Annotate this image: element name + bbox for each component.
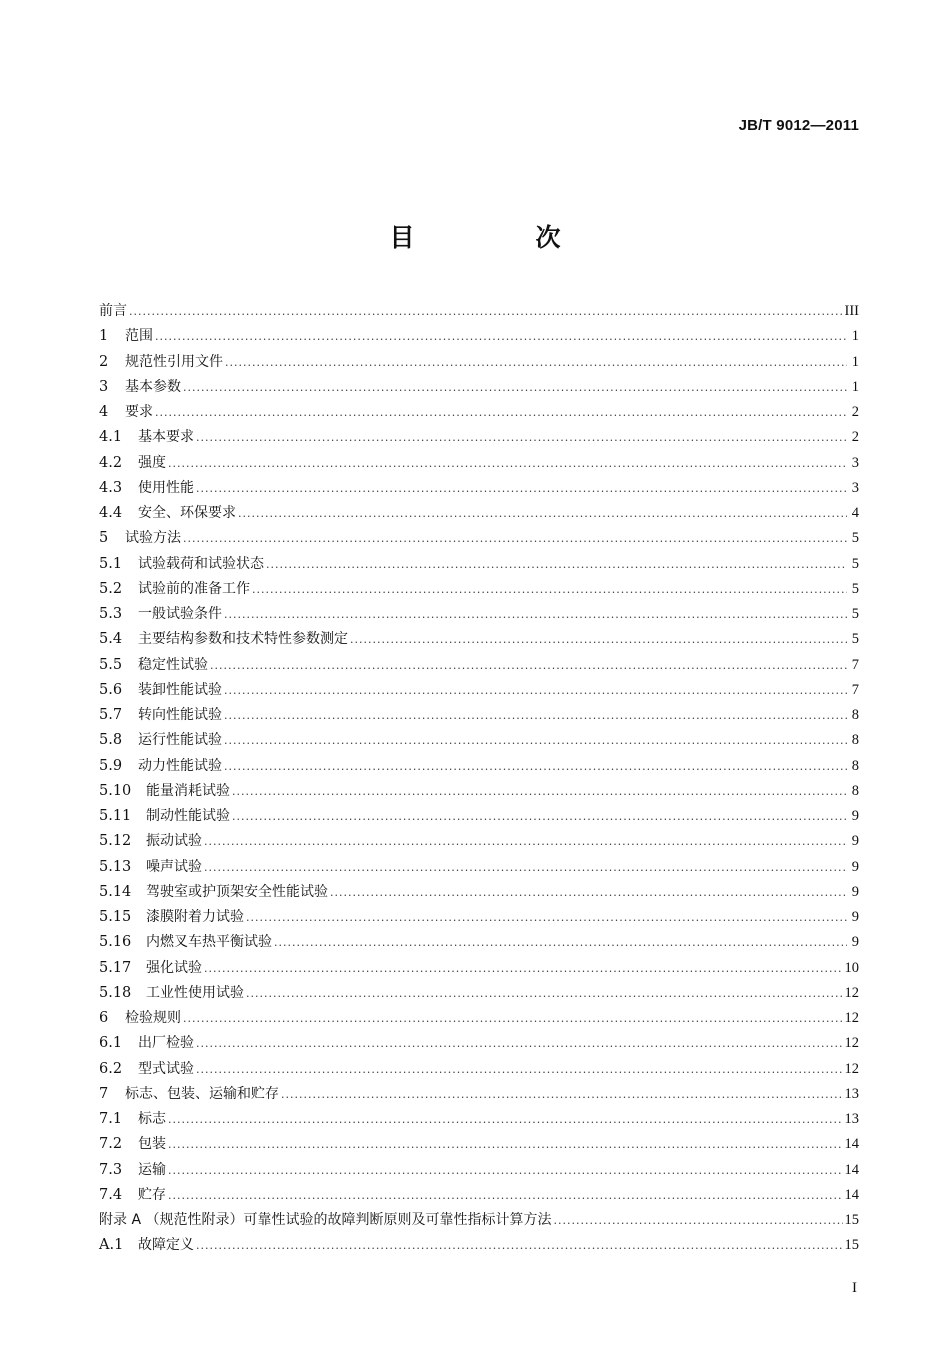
toc-entry-label: 试验载荷和试验状态 (138, 555, 264, 572)
toc-entry-number: 4.1 (99, 429, 123, 446)
toc-entry-page: 2 (851, 404, 859, 420)
toc-entry[interactable] (99, 400, 859, 425)
dot-leader (196, 476, 847, 501)
toc-entry[interactable] (99, 829, 859, 854)
toc-entry[interactable] (99, 1057, 859, 1082)
toc-entry-page: 15 (844, 1212, 859, 1228)
dot-leader (168, 1158, 843, 1183)
dot-leader (224, 602, 847, 627)
toc-entry[interactable] (99, 1107, 859, 1132)
toc-entry-page: 1 (851, 328, 859, 345)
toc-entry-number: 5.6 (99, 681, 123, 698)
toc-entry-number: 5.5 (99, 656, 123, 673)
toc-entry[interactable] (99, 552, 859, 577)
toc-entry-page: 1 (851, 353, 859, 370)
toc-entry-page: 9 (851, 808, 859, 824)
dot-leader (266, 552, 847, 577)
toc-entry-label: 检验规则 (125, 1010, 181, 1026)
toc-entry-label: 安全、环保要求 (138, 505, 236, 521)
toc-entry-page: 12 (844, 1035, 859, 1052)
toc-entry-number: 5.13 (99, 858, 132, 875)
toc-entry-number: 7.1 (99, 1111, 123, 1127)
toc-entry-number: 7.2 (99, 1136, 123, 1153)
toc-entry[interactable] (99, 324, 859, 349)
toc-entry[interactable] (99, 1006, 859, 1031)
toc-entry-page: 14 (844, 1161, 859, 1178)
toc-entry[interactable] (99, 425, 859, 450)
toc-entry-label: 故障定义 (138, 1237, 194, 1254)
toc-entry-label: 驾驶室或护顶架安全性能试验 (146, 883, 328, 900)
page-number: I (852, 1280, 857, 1296)
toc-entry-page: 9 (851, 883, 859, 900)
toc-entry-number: 6.2 (99, 1060, 123, 1077)
dot-leader (246, 981, 843, 1006)
toc-entry[interactable] (99, 1233, 859, 1258)
toc-entry-page: 10 (844, 959, 859, 976)
toc-entry-page: 9 (851, 909, 859, 925)
toc-entry-page: 12 (844, 1010, 859, 1026)
dot-leader (196, 1031, 843, 1056)
toc-entry-label: 标志 (138, 1111, 166, 1127)
toc-entry-page: 8 (851, 757, 859, 774)
toc-entry-number: 6.1 (99, 1035, 123, 1052)
toc-entry-label: 使用性能 (138, 479, 194, 496)
toc-entry[interactable] (99, 577, 859, 602)
dot-leader (196, 1233, 843, 1258)
toc-entry[interactable] (99, 905, 859, 930)
toc-entry-number: 7.3 (99, 1161, 123, 1178)
toc-entry-number: 7 (99, 1085, 109, 1102)
dot-leader (224, 703, 847, 728)
dot-leader (204, 829, 847, 854)
toc-entry-label: 噪声试验 (146, 858, 202, 875)
toc-entry[interactable] (99, 627, 859, 652)
toc-entry-number: 4.3 (99, 479, 123, 496)
toc-entry[interactable] (99, 930, 859, 955)
toc-entry-number: 4 (99, 404, 109, 420)
toc-entry-label: 运输 (138, 1161, 166, 1178)
toc-entry-label: 贮存 (138, 1186, 166, 1203)
toc-entry-label: 稳定性试验 (138, 656, 208, 673)
dot-leader (274, 930, 847, 955)
toc-entry-page: 5 (851, 530, 859, 547)
toc-entry-page: 8 (851, 732, 859, 749)
toc-entry-label: 规范性引用文件 (125, 353, 223, 370)
toc-entry[interactable] (99, 956, 859, 981)
dot-leader (232, 779, 847, 804)
toc-entry[interactable] (99, 451, 859, 476)
toc-entry[interactable] (99, 804, 859, 829)
toc-entry-label: 强度 (138, 454, 166, 471)
toc-entry[interactable] (99, 1082, 859, 1107)
toc-entry-page: 9 (851, 858, 859, 875)
dot-leader (183, 526, 847, 551)
toc-entry-page: 8 (851, 782, 859, 799)
dot-leader (224, 754, 847, 779)
toc-entry-page: 14 (844, 1136, 859, 1153)
toc-entry[interactable] (99, 678, 859, 703)
toc-entry-number: 5.18 (99, 984, 132, 1001)
toc-entry[interactable] (99, 476, 859, 501)
toc-entry-page: 5 (851, 606, 859, 622)
dot-leader (168, 1132, 843, 1157)
toc-entry-page: 5 (851, 580, 859, 597)
toc-entry[interactable] (99, 350, 859, 375)
dot-leader (204, 855, 847, 880)
toc-entry-number: 5.17 (99, 959, 132, 976)
toc-entry-label: 工业性使用试验 (146, 984, 244, 1001)
toc-entry[interactable] (99, 526, 859, 551)
toc-entry-page: 3 (851, 454, 859, 471)
toc-entry-label: 能量消耗试验 (146, 782, 230, 799)
dot-leader (196, 1057, 843, 1082)
toc-entry-number: 2 (99, 353, 109, 370)
toc-entry-number: 4.2 (99, 454, 123, 471)
dot-leader (246, 905, 847, 930)
dot-leader (168, 1183, 843, 1208)
dot-leader (281, 1082, 843, 1107)
toc-entry-label: 内燃叉车热平衡试验 (146, 934, 272, 951)
toc-entry-label: 强化试验 (146, 959, 202, 976)
toc-entry-number: 3 (99, 378, 109, 395)
toc-entry-label: 主要结构参数和技术特性参数测定 (138, 631, 348, 648)
toc-entry-page: 8 (851, 707, 859, 723)
toc-entry[interactable] (99, 1132, 859, 1157)
toc-entry-page: 13 (844, 1085, 859, 1102)
standard-number: JB/T 9012—2011 (738, 117, 859, 134)
dot-leader (238, 501, 847, 526)
dot-leader (196, 425, 847, 450)
dot-leader (183, 375, 847, 400)
toc-entry-page: 7 (851, 681, 859, 698)
toc-entry-page: 5 (851, 555, 859, 572)
dot-leader (224, 728, 847, 753)
toc-entry[interactable] (99, 602, 859, 627)
toc-entry-label: 型式试验 (138, 1060, 194, 1077)
toc-entry-label: 运行性能试验 (138, 732, 222, 749)
toc-entry-page: 5 (851, 631, 859, 648)
toc-entry-label: 基本要求 (138, 429, 194, 446)
table-of-contents (99, 299, 859, 1259)
toc-entry-label: 一般试验条件 (138, 606, 222, 622)
toc-entry-page: 9 (851, 833, 859, 850)
toc-entry-label: 制动性能试验 (146, 808, 230, 824)
toc-entry-number: 5.1 (99, 555, 123, 572)
toc-entry-number: 5.15 (99, 909, 132, 925)
toc-entry-page: 1 (851, 378, 859, 395)
dot-leader (183, 1006, 843, 1031)
toc-entry[interactable] (99, 855, 859, 880)
toc-entry-label: 基本参数 (125, 378, 181, 395)
dot-leader (168, 1107, 843, 1132)
toc-entry-label: 附录 A （规范性附录）可靠性试验的故障判断原则及可靠性指标计算方法 (99, 1212, 552, 1228)
dot-leader (155, 400, 847, 425)
toc-entry-number: 7.4 (99, 1186, 123, 1203)
toc-entry-page: 7 (851, 656, 859, 673)
toc-entry-label: 转向性能试验 (138, 707, 222, 723)
toc-entry-number: 5.4 (99, 631, 123, 648)
toc-entry[interactable] (99, 728, 859, 753)
toc-entry[interactable] (99, 501, 859, 526)
toc-entry[interactable] (99, 1031, 859, 1056)
dot-leader (129, 299, 843, 324)
toc-entry-label: 前言 (99, 303, 127, 319)
toc-entry-page: 2 (851, 429, 859, 446)
toc-entry[interactable] (99, 703, 859, 728)
toc-entry-label: 包装 (138, 1136, 166, 1153)
dot-leader (155, 324, 847, 349)
toc-entry-number: 6 (99, 1010, 109, 1026)
toc-entry-label: 漆膜附着力试验 (146, 909, 244, 925)
dot-leader (232, 804, 847, 829)
dot-leader (224, 678, 847, 703)
toc-entry-number: A.1 (99, 1237, 124, 1254)
toc-entry-label: 动力性能试验 (138, 757, 222, 774)
dot-leader (168, 451, 847, 476)
dot-leader (210, 653, 847, 678)
toc-entry-number: 5.2 (99, 580, 123, 597)
toc-entry-number: 5.7 (99, 707, 123, 723)
toc-entry[interactable] (99, 299, 859, 324)
toc-entry[interactable] (99, 1183, 859, 1208)
dot-leader (330, 880, 847, 905)
toc-entry[interactable] (99, 653, 859, 678)
toc-entry-number: 5.12 (99, 833, 132, 850)
toc-entry[interactable] (99, 779, 859, 804)
dot-leader (225, 350, 847, 375)
toc-entry[interactable] (99, 880, 859, 905)
toc-entry-page: 12 (844, 1060, 859, 1077)
toc-entry-number: 5 (99, 530, 109, 547)
toc-entry-number: 4.4 (99, 505, 123, 521)
toc-entry-number: 5.16 (99, 934, 132, 951)
dot-leader (204, 956, 843, 981)
toc-entry-number: 5.11 (99, 808, 132, 824)
toc-entry-page: 14 (844, 1186, 859, 1203)
dot-leader (553, 1208, 842, 1233)
toc-entry-number: 5.10 (99, 782, 132, 799)
toc-entry[interactable] (99, 375, 859, 400)
toc-entry-page: 13 (844, 1111, 859, 1127)
toc-entry-number: 5.8 (99, 732, 123, 749)
toc-entry-number: 5.14 (99, 883, 132, 900)
toc-entry-label: 试验前的准备工作 (138, 580, 250, 597)
toc-entry-page: 12 (844, 984, 859, 1001)
dot-leader (252, 577, 847, 602)
toc-entry-page: 4 (851, 505, 859, 521)
toc-entry[interactable] (99, 981, 859, 1006)
toc-entry-number: 5.9 (99, 757, 123, 774)
toc-entry[interactable] (99, 1158, 859, 1183)
toc-title: 目 次 (389, 223, 609, 252)
toc-entry-page: 15 (844, 1237, 859, 1254)
toc-entry-label: 振动试验 (146, 833, 202, 850)
toc-entry-page: 3 (851, 479, 859, 496)
toc-entry-label: 装卸性能试验 (138, 681, 222, 698)
toc-entry-page: III (844, 303, 859, 319)
toc-entry-label: 试验方法 (125, 530, 181, 547)
toc-entry-label: 标志、包装、运输和贮存 (125, 1085, 279, 1102)
toc-entry-label: 范围 (125, 328, 153, 345)
toc-entry-number: 1 (99, 328, 109, 345)
toc-entry-page: 9 (851, 934, 859, 951)
toc-entry[interactable] (99, 1208, 859, 1233)
toc-entry-label: 要求 (125, 404, 153, 420)
toc-entry-label: 出厂检验 (138, 1035, 194, 1052)
toc-entry-number: 5.3 (99, 606, 123, 622)
dot-leader (350, 627, 847, 652)
toc-entry[interactable] (99, 754, 859, 779)
